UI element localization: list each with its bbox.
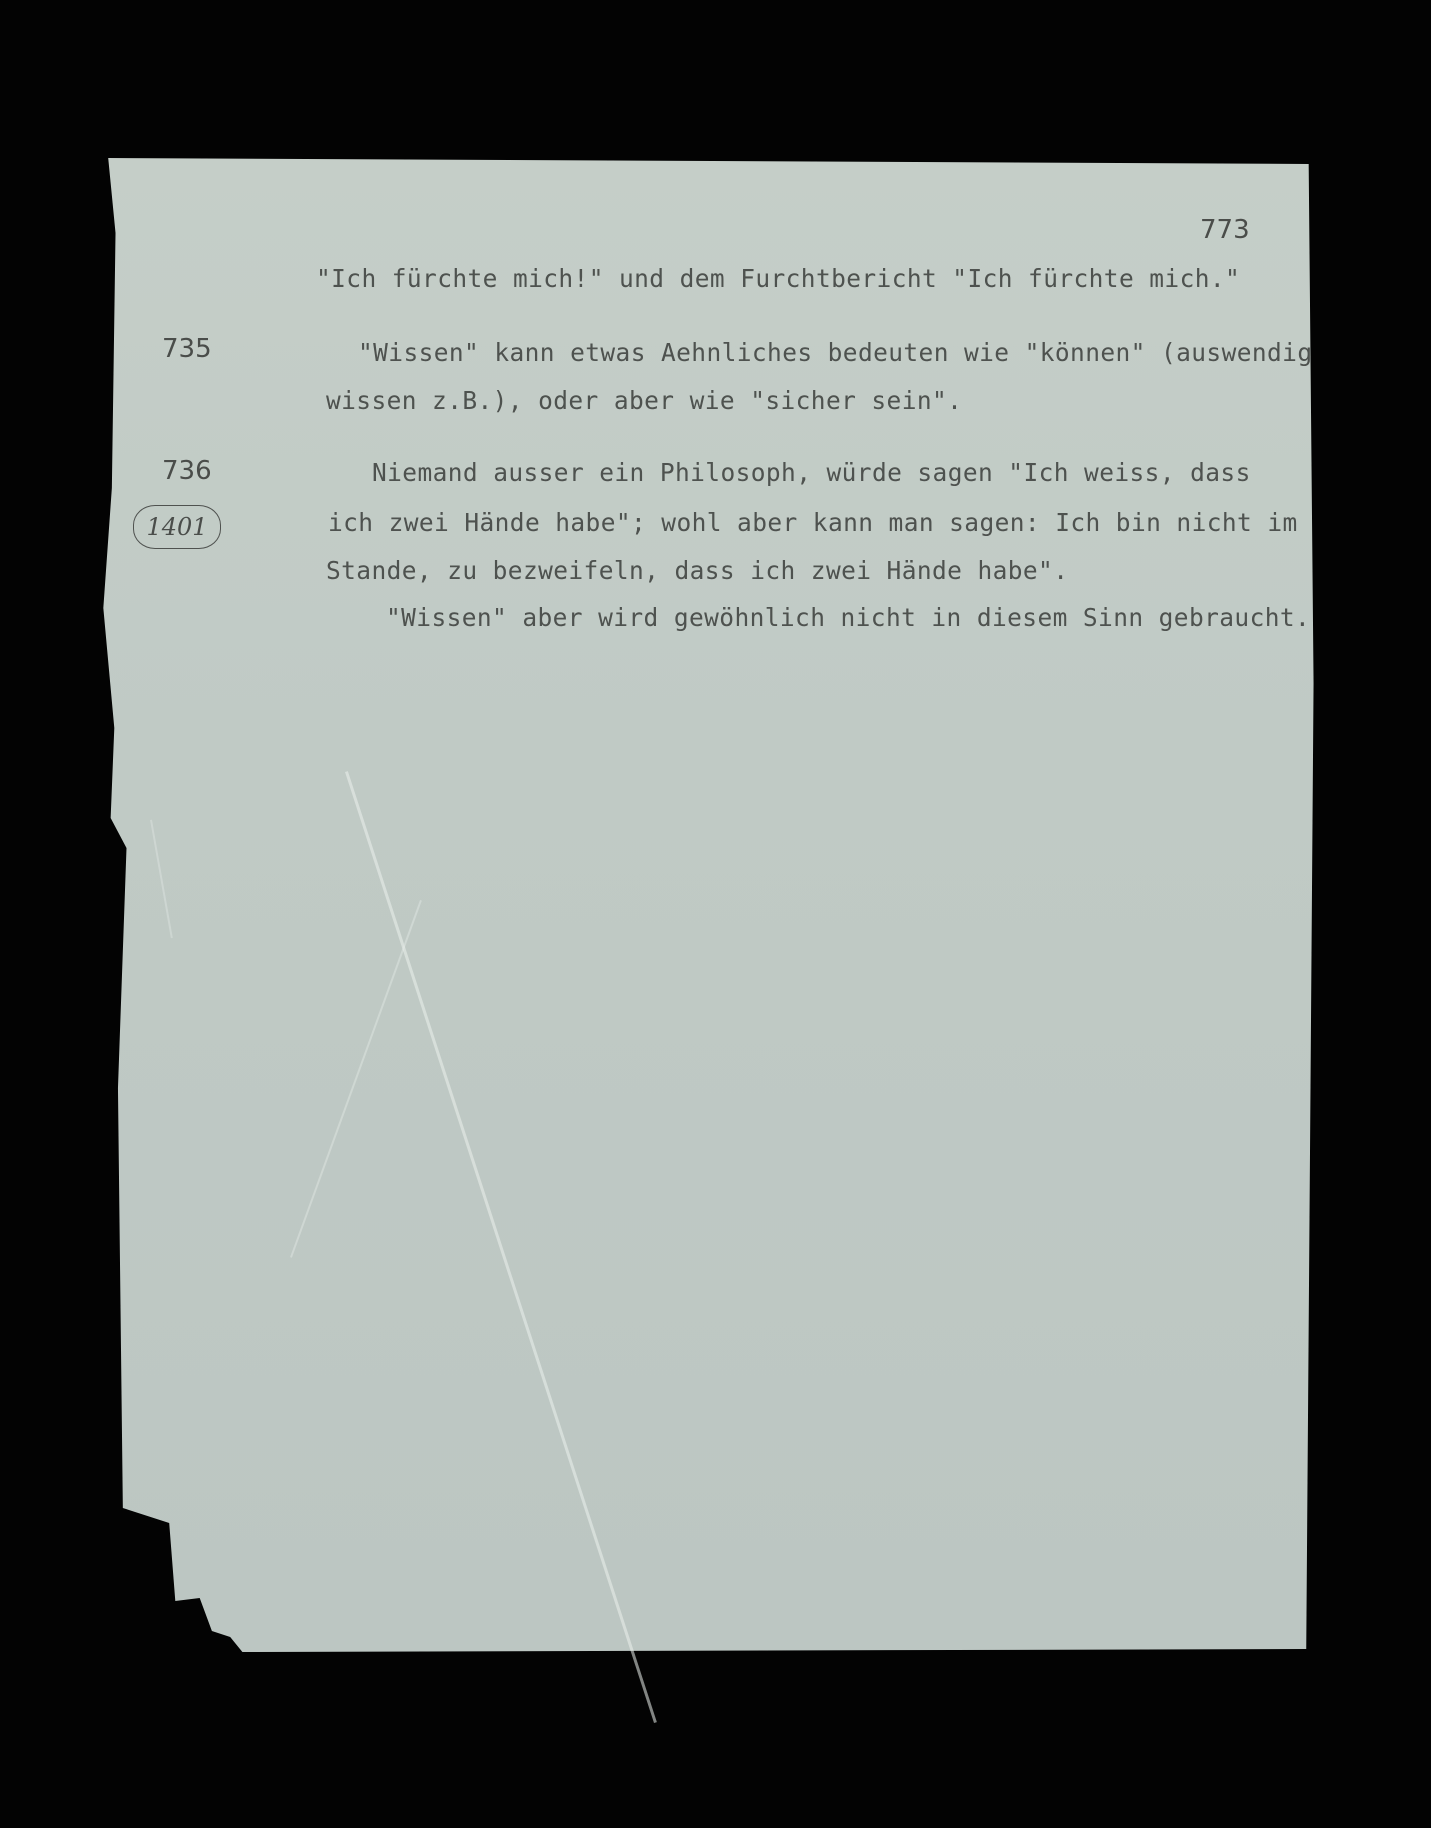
text-line-5: ich zwei Hände habe"; wohl aber kann man sagen: Ich bin nicht im: [328, 508, 1298, 537]
handwritten-reference-circled: 1401: [133, 505, 221, 549]
remark-number-736: 736: [162, 456, 212, 486]
text-line-7: "Wissen" aber wird gewöhnlich nicht in diesem Sinn gebraucht.: [386, 603, 1311, 632]
text-line-1: "Ich fürchte mich!" und dem Furchtbericht "Ich fürchte mich.": [316, 264, 1241, 293]
remark-number-735: 735: [162, 334, 212, 364]
typed-sheet: [96, 158, 1316, 1658]
page-number: 773: [1200, 215, 1250, 245]
text-line-4: Niemand ausser ein Philosoph, würde sagen "Ich weiss, dass: [372, 458, 1251, 487]
text-line-3: wissen z.B.), oder aber wie "sicher sein".: [326, 386, 963, 415]
text-line-2: "Wissen" kann etwas Aehnliches bedeuten wie "können" (auswendig: [358, 338, 1313, 367]
text-line-6: Stande, zu bezweifeln, dass ich zwei Hände habe".: [326, 556, 1069, 585]
